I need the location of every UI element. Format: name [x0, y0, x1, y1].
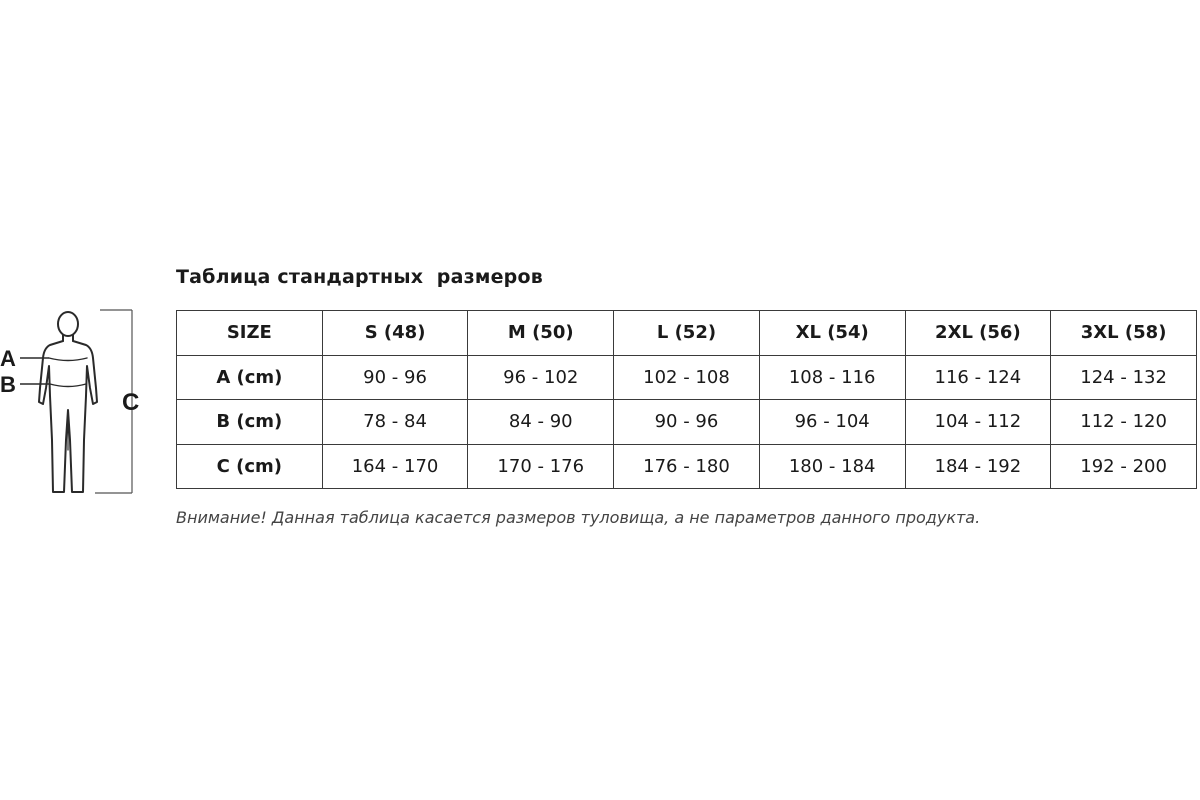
header-cell: M (50) — [468, 311, 614, 356]
table-row — [177, 400, 1197, 445]
label-a: A — [0, 346, 16, 371]
header-cell: L (52) — [614, 311, 760, 356]
table-cell: 102 - 108 — [614, 355, 760, 400]
row-label: B (cm) — [177, 400, 323, 445]
table-cell: 170 - 176 — [468, 444, 614, 489]
table-cell: 78 - 84 — [322, 400, 468, 445]
header-cell: S (48) — [322, 311, 468, 356]
size-table — [176, 310, 1197, 489]
table-cell: 112 - 120 — [1051, 400, 1197, 445]
table-cell: 96 - 102 — [468, 355, 614, 400]
row-label: C (cm) — [177, 444, 323, 489]
table-cell: 164 - 170 — [322, 444, 468, 489]
header-cell: 3XL (58) — [1051, 311, 1197, 356]
header-cell: SIZE — [177, 311, 323, 356]
disclaimer-note: Внимание! Данная таблица касается размеров туловища, а не параметров данного продукта. — [176, 508, 981, 527]
table-row — [177, 355, 1197, 400]
table-cell: 90 - 96 — [322, 355, 468, 400]
table-cell: 192 - 200 — [1051, 444, 1197, 489]
table-cell: 116 - 124 — [905, 355, 1051, 400]
page-title: Таблица стандартных размеров — [176, 266, 543, 288]
table-cell: 124 - 132 — [1051, 355, 1197, 400]
table-cell: 104 - 112 — [905, 400, 1051, 445]
label-b: B — [0, 372, 16, 397]
table-cell: 176 - 180 — [614, 444, 760, 489]
header-cell: XL (54) — [759, 311, 905, 356]
row-label: A (cm) — [177, 355, 323, 400]
table-cell: 108 - 116 — [759, 355, 905, 400]
table-cell: 96 - 104 — [759, 400, 905, 445]
table-cell: 90 - 96 — [614, 400, 760, 445]
table-cell: 184 - 192 — [905, 444, 1051, 489]
table-header-row — [177, 311, 1197, 356]
table-cell: 84 - 90 — [468, 400, 614, 445]
human-body-measurement-icon — [0, 300, 150, 505]
label-c: C — [122, 389, 140, 416]
header-cell: 2XL (56) — [905, 311, 1051, 356]
table-row — [177, 444, 1197, 489]
table-cell: 180 - 184 — [759, 444, 905, 489]
